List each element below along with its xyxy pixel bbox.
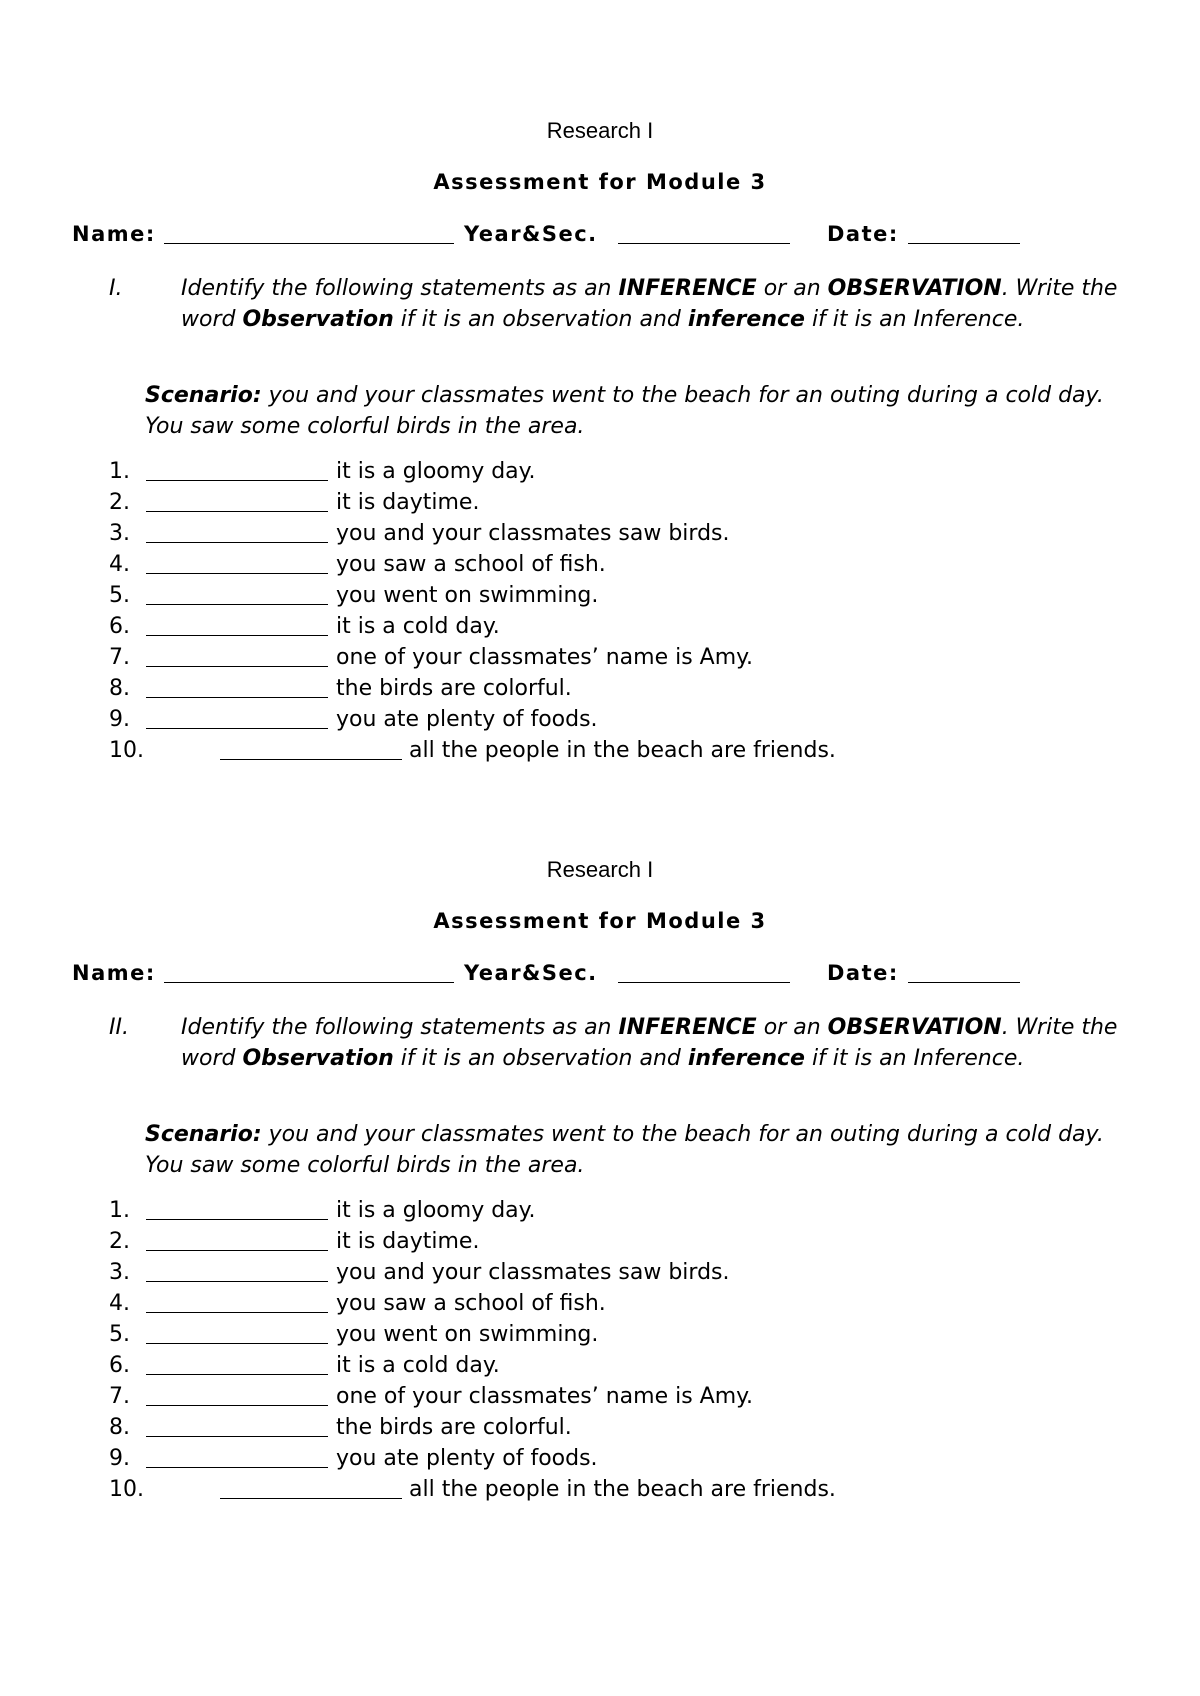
name-blank: [164, 982, 454, 983]
scenario-text: Scenario: you and your classmates went to the beach for an outing during a cold day. You saw some colorful birds in the area.: [145, 383, 1104, 439]
name-label: Name:: [72, 222, 156, 246]
list-item: 6. it is a cold day.: [109, 1353, 500, 1378]
date-blank: [908, 982, 1020, 983]
answer-blank: [146, 1374, 328, 1375]
assessment-sheet-2: [0, 857, 1200, 1597]
list-item: 9. you ate plenty of foods.: [109, 707, 598, 732]
date-label: Date:: [827, 222, 899, 246]
answer-blank: [146, 1467, 328, 1468]
list-item: 10. all the people in the beach are friends.: [109, 738, 836, 763]
answer-blank: [146, 697, 328, 698]
answer-blank: [146, 1219, 328, 1220]
list-item: 2. it is daytime.: [109, 1229, 480, 1254]
list-item: 8. the birds are colorful.: [109, 676, 572, 701]
scenario-text: Scenario: you and your classmates went to the beach for an outing during a cold day. You saw some colorful birds in the area.: [145, 1122, 1104, 1178]
subject-heading: Research I: [546, 857, 654, 882]
year-sec-label: Year&Sec.: [464, 961, 598, 985]
answer-blank: [146, 1343, 328, 1344]
answer-blank: [146, 635, 328, 636]
list-item: 6. it is a cold day.: [109, 614, 500, 639]
answer-blank: [146, 666, 328, 667]
instruction-text: Identify the following statements as an INFERENCE or an OBSERVATION. Write the word Observation if it is an observation and inference if it is an Inference.: [181, 1015, 1118, 1071]
list-item: 3. you and your classmates saw birds.: [109, 1260, 730, 1285]
answer-blank: [220, 1498, 402, 1499]
list-item: 9. you ate plenty of foods.: [109, 1446, 598, 1471]
answer-blank: [146, 480, 328, 481]
list-item: 5. you went on swimming.: [109, 583, 599, 608]
list-item: 4. you saw a school of fish.: [109, 1291, 606, 1316]
year-sec-blank: [618, 982, 790, 983]
answer-blank: [146, 728, 328, 729]
assessment-title: Assessment for Module 3: [433, 909, 767, 933]
answer-blank: [146, 1312, 328, 1313]
year-sec-blank: [618, 243, 790, 244]
year-sec-label: Year&Sec.: [464, 222, 598, 246]
statement-list: [0, 456, 1200, 766]
list-item: 7. one of your classmates’ name is Amy.: [109, 645, 754, 670]
answer-blank: [146, 1436, 328, 1437]
assessment-title: Assessment for Module 3: [433, 170, 767, 194]
scenario-label: Scenario:: [145, 1122, 262, 1147]
scenario-label: Scenario:: [145, 383, 262, 408]
name-label: Name:: [72, 961, 156, 985]
answer-blank: [146, 542, 328, 543]
list-item: 1. it is a gloomy day.: [109, 459, 536, 484]
list-item: 4. you saw a school of fish.: [109, 552, 606, 577]
list-item: 1. it is a gloomy day.: [109, 1198, 536, 1223]
part-number: II.: [109, 1015, 129, 1040]
subject-heading: Research I: [546, 118, 654, 143]
name-blank: [164, 243, 454, 244]
answer-blank: [146, 604, 328, 605]
part-number: I.: [109, 276, 123, 301]
list-item: 8. the birds are colorful.: [109, 1415, 572, 1440]
list-item: 7. one of your classmates’ name is Amy.: [109, 1384, 754, 1409]
answer-blank: [146, 573, 328, 574]
date-blank: [908, 243, 1020, 244]
list-item: 2. it is daytime.: [109, 490, 480, 515]
assessment-sheet-1: [0, 118, 1200, 858]
instruction-text: Identify the following statements as an INFERENCE or an OBSERVATION. Write the word Observation if it is an observation and inference if it is an Inference.: [181, 276, 1118, 332]
statement-list: [0, 1195, 1200, 1505]
date-label: Date:: [827, 961, 899, 985]
answer-blank: [146, 511, 328, 512]
answer-blank: [146, 1250, 328, 1251]
list-item: 5. you went on swimming.: [109, 1322, 599, 1347]
answer-blank: [146, 1405, 328, 1406]
answer-blank: [220, 759, 402, 760]
list-item: 3. you and your classmates saw birds.: [109, 521, 730, 546]
list-item: 10. all the people in the beach are friends.: [109, 1477, 836, 1502]
answer-blank: [146, 1281, 328, 1282]
